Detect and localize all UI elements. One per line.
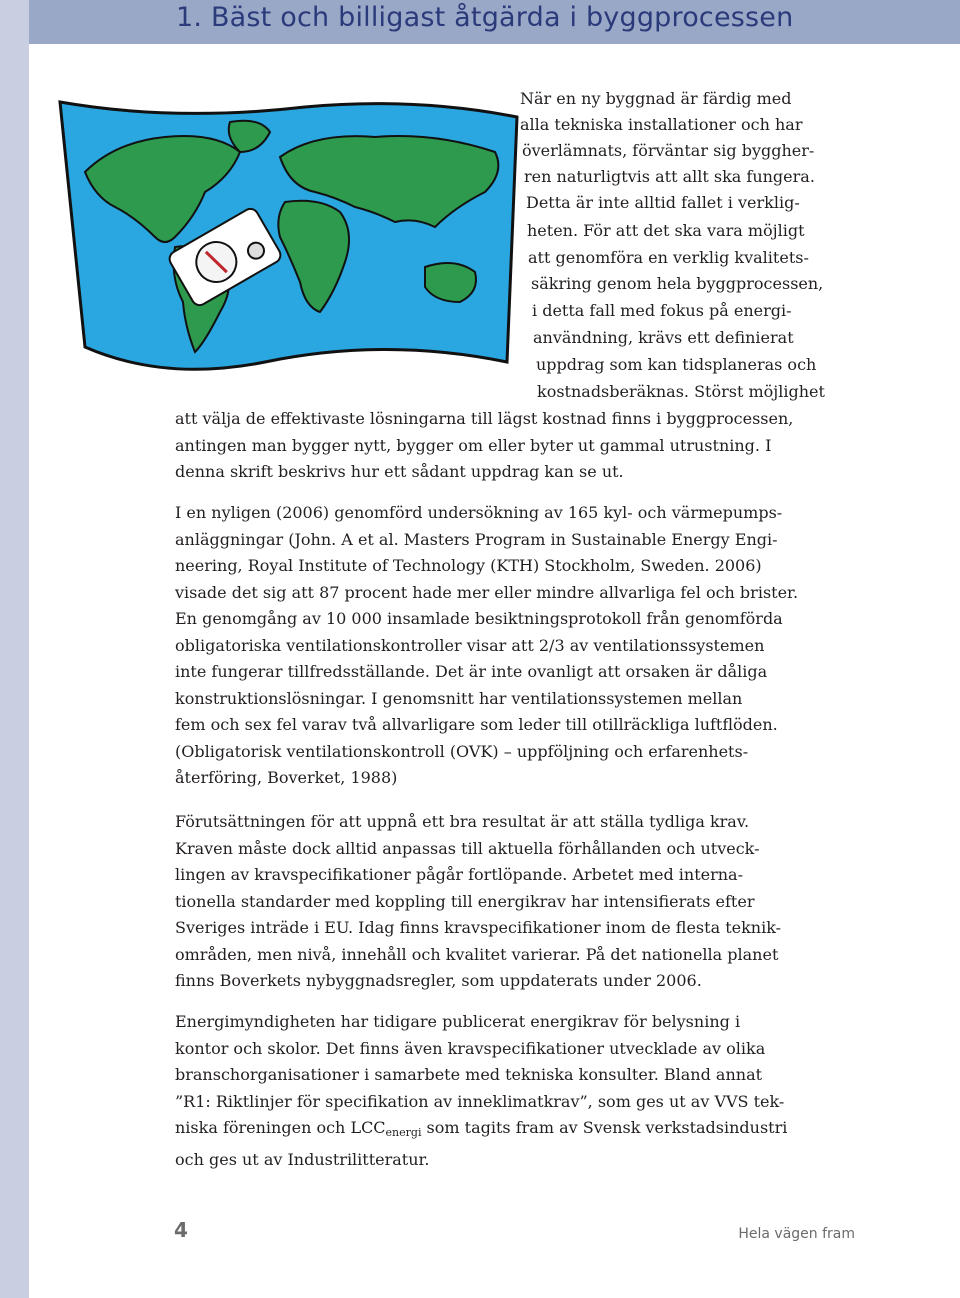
paragraph-survey: I en nyligen (2006) genomförd undersökning av 165 kyl- och värmepumps- anläggningar (John. A et al. Masters Program in Sustainable Energy Engi- neering, Royal Institute of Technology (KTH) Stockholm, Sweden. 2006) visade det sig att 87 procent hade mer eller mindre allvarliga fel och brister. En genomgång av 10 000 insamlade besiktningsprotokoll från genomförda obligatoriska ventilationskontroller visar att 2/3 av ventilationssystemen inte fungerar tillfredsställande. Det är inte ovanligt att orsaken är dåliga konstruktionslösningar. I genomsnitt har ventilationssystemen mellan fem och sex fel varav två allvarligare som leder till otillräckliga luftflöden. (Obligatorisk ventilationskontroll (OVK) – uppföljning och erfarenhets- återföring, Boverket, 1988) bbox=[175, 503, 799, 787]
intro-line: Detta är inte alltid fallet i verklig- bbox=[526, 193, 800, 212]
intro-line: säkring genom hela byggprocessen, bbox=[531, 274, 824, 293]
intro-line: att genomföra en verklig kvalitets- bbox=[528, 248, 809, 267]
intro-line: i detta fall med fokus på energi- bbox=[532, 301, 792, 320]
intro-line: När en ny byggnad är färdig med bbox=[520, 89, 792, 108]
intro-line: heten. För att det ska vara möjligt bbox=[527, 221, 805, 240]
intro-line: användning, krävs ett definierat bbox=[533, 328, 794, 347]
intro-line: alla tekniska installationer och har bbox=[520, 115, 803, 134]
world-map-illustration bbox=[55, 97, 525, 387]
paragraph-energy-agency: Energimyndigheten har tidigare publicerat energikrav för belysning i kontor och skolor. Det finns även kravspecifikationer utvecklade av olika branschorganisationer i samarbete med tekniska konsulter. Bland annat ”R1: Riktlinjer för specifikation av inneklimatkrav”, som ges ut av VVS tek- niska föreningen och $LCC_{energi}$ som tagits fram av Svensk verkstadsindustri och ges ut av Industrilitteratur. bbox=[175, 1012, 788, 1169]
intro-line: ren naturligtvis att allt ska fungera. bbox=[524, 167, 815, 186]
intro-line: uppdrag som kan tidsplaneras och bbox=[536, 355, 817, 374]
publication-name: Hela vägen fram bbox=[738, 1226, 855, 1242]
intro-line: överlämnats, förväntar sig byggher- bbox=[522, 141, 815, 160]
intro-continuation: att välja de effektivaste lösningarna till lägst kostnad finns i byggprocessen, antingen man bygger nytt, bygger om eller byter ut gammal utrustning. I denna skrift beskrivs hur ett sådant uppdrag kan se ut. bbox=[175, 409, 794, 481]
page-number: 4 bbox=[174, 1218, 188, 1242]
paragraph-requirements: Förutsättningen för att uppnå ett bra resultat är att ställa tydliga krav. Kraven måste dock alltid anpassas till aktuella förhållanden och utveck- lingen av kravspecifikationer pågår fortlöpande. Arbetet med interna- tionella standarder med koppling till energikrav har intensifierats efter Sveriges inträde i EU. Idag finns kravspecifikationer inom de flesta teknik- områden, men nivå, innehåll och kvalitet varierar. På det nationella planet finns Boverkets nybyggnadsregler, som uppdaterats under 2006. bbox=[175, 812, 782, 990]
page-title: 1. Bäst och billigast åtgärda i byggprocessen bbox=[176, 2, 794, 33]
left-margin-stripe bbox=[0, 0, 29, 1298]
intro-line: kostnadsberäknas. Störst möjlighet bbox=[537, 382, 825, 401]
